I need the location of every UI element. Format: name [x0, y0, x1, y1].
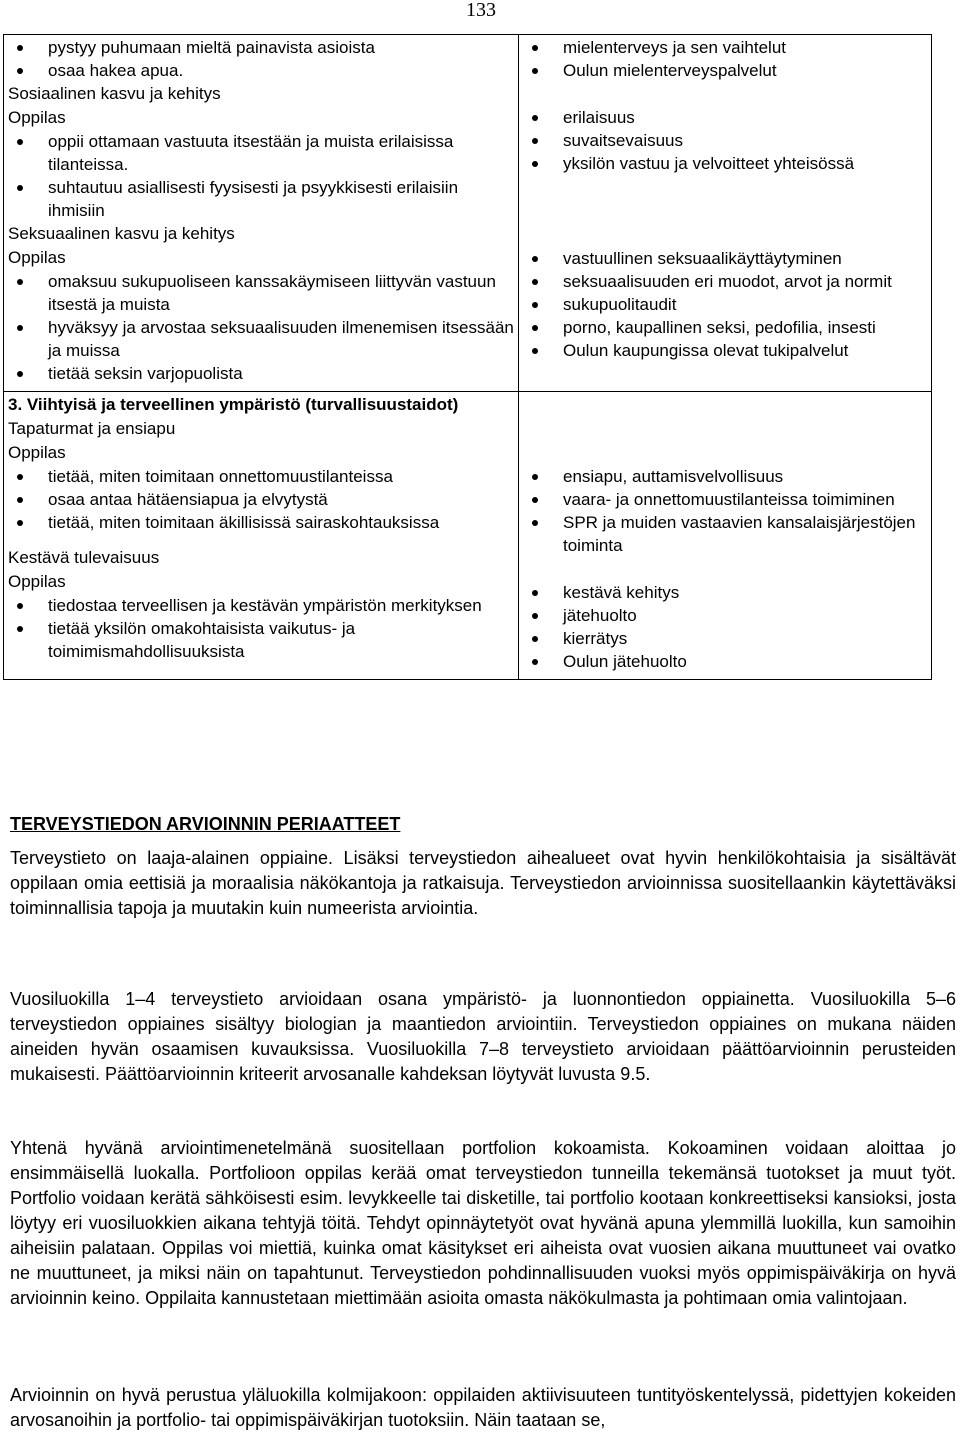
bullet-icon [17, 474, 23, 480]
list-item [8, 176, 514, 222]
paragraph: Yhtenä hyvänä arviointimenetelmänä suositellaan portfolion kokoamista. Kokoaminen voidaan aloittaa jo ensimmäisellä luokalla. Portfolioon oppilas kerää omat terveystiedon tunneilla tekemänsä tuotokset ja muut työt. Portfolio voidaan kerätä sähköisesti esim. levykkeelle tai disketille, tai portfolio kootaan konkreettiseksi kansioksi, josta löytyy eri vuosiluokkien aikana tehtyjä töitä. Tehdyt opinnäytetyöt ovat hyvänä apuna ylemmillä luokilla, kun samoihin aiheisiin palataan. Oppilas voi miettiä, kuinka omat käsitykset eri aiheista ovat vuosien aikana muuttuneet vai ovatko ne muuttuneet, ja miksi näin on tapahtunut. Terveystiedon pohdinnallisuuden vuoksi myös oppimispäiväkirja on hyvä arvioinnin keino. Oppilaita kannustetaan miettimään asioita omasta näkökulmasta ja pohtimaan omia valintojaan. [10, 1138, 956, 1308]
list-item-text: tietää, miten toimitaan onnettomuustilanteissa [48, 467, 393, 486]
bullet-icon [532, 256, 538, 262]
bullet-list [523, 106, 927, 175]
list-item [523, 604, 927, 627]
list-item [523, 465, 927, 488]
bullet-list [8, 36, 514, 82]
bullet-icon [532, 161, 538, 167]
list-item-text: kierrätys [563, 629, 628, 648]
bullet-icon [532, 636, 538, 642]
bullet-icon [532, 138, 538, 144]
subheading: Kestävä tulevaisuus [8, 548, 160, 567]
spacer [523, 569, 927, 581]
list-item [523, 36, 927, 59]
list-item-text: mielenterveys ja sen vaihtelut [563, 38, 787, 57]
list-item-text: yksilön vastuu ja velvoitteet yhteisössä [563, 154, 855, 173]
bullet-icon [532, 45, 538, 51]
bullet-icon [17, 185, 23, 191]
bullet-icon [532, 302, 538, 308]
bullet-list [8, 594, 514, 663]
contents-cell [519, 392, 932, 680]
list-item [523, 293, 927, 316]
section-title: 3. Viihtyisä ja terveellinen ympäristö (turvallisuustaidot) [8, 395, 459, 414]
table-row [4, 35, 932, 392]
bullet-icon [532, 279, 538, 285]
bullet-list [523, 247, 927, 362]
list-item [8, 130, 514, 176]
list-item [523, 59, 927, 82]
bullet-icon [532, 659, 538, 665]
bullet-icon [17, 279, 23, 285]
label-text: Oppilas [8, 248, 66, 267]
list-item [523, 627, 927, 650]
bullet-list [8, 130, 514, 222]
bullet-list [523, 465, 927, 557]
bullet-icon [17, 626, 23, 632]
spacer [523, 175, 927, 199]
bullet-icon [532, 520, 538, 526]
list-item [523, 129, 927, 152]
list-item [523, 488, 927, 511]
bullet-list [8, 465, 514, 534]
list-item-text: ensiapu, auttamisvelvollisuus [563, 467, 784, 486]
list-item-text: vastuullinen seksuaalikäyttäytyminen [563, 249, 842, 268]
list-item-text: Oulun mielenterveyspalvelut [563, 61, 777, 80]
paragraph: Terveystieto on laaja-alainen oppiaine. Lisäksi terveystiedon aihealueet ovat hyvin henkilökohtaisia ja sisältävät oppilaan omia eettisiä ja moraalisia näkökantoja ja ratkaisuja. Terveystiedon arvioinnissa suositellaankin käytettäväksi toiminnallisia tapoja ja muutakin kuin numeerista arviointia. [10, 848, 956, 918]
list-item-text: sukupuolitaudit [563, 295, 677, 314]
bullet-icon [532, 474, 538, 480]
label-text: Oppilas [8, 108, 66, 127]
bullet-icon [17, 497, 23, 503]
bullet-icon [17, 520, 23, 526]
list-item-text: osaa hakea apua. [48, 61, 184, 80]
list-item-text: pystyy puhumaan mieltä painavista asioista [48, 38, 375, 57]
list-item [523, 152, 927, 175]
bullet-icon [17, 45, 23, 51]
subheading: Seksuaalinen kasvu ja kehitys [8, 224, 235, 243]
subheading: Sosiaalinen kasvu ja kehitys [8, 84, 221, 103]
list-item-text: SPR ja muiden vastaavien kansalaisjärjestöjen toiminta [563, 513, 916, 555]
spacer [523, 441, 927, 465]
bullet-list [8, 270, 514, 385]
subheading: Tapaturmat ja ensiapu [8, 419, 176, 438]
list-item-text: tietää, miten toimitaan äkillisissä sairaskohtauksissa [48, 513, 440, 532]
list-item-text: oppii ottamaan vastuuta itsestään ja muista erilaisissa tilanteissa. [48, 132, 454, 174]
list-item [523, 650, 927, 673]
list-item-text: seksuaalisuuden eri muodot, arvot ja normit [563, 272, 892, 291]
list-item [523, 511, 927, 557]
page-number: 133 [466, 0, 496, 21]
list-item-text: tietää yksilön omakohtaisista vaikutus- ja toimimismahdollisuuksista [48, 619, 356, 661]
bullet-icon [17, 68, 23, 74]
bullet-icon [532, 590, 538, 596]
spacer [523, 417, 927, 441]
list-item-text: vaara- ja onnettomuustilanteissa toimiminen [563, 490, 895, 509]
spacer [523, 393, 927, 417]
list-item-text: osaa antaa hätäensiapua ja elvytystä [48, 490, 328, 509]
goals-cell [4, 35, 519, 392]
bullet-icon [17, 139, 23, 145]
list-item [523, 247, 927, 270]
list-item [523, 581, 927, 604]
list-item-text: jätehuolto [563, 606, 637, 625]
bullet-icon [17, 603, 23, 609]
list-item [8, 465, 514, 488]
bullet-icon [532, 115, 538, 121]
list-item-text: Oulun jätehuolto [563, 652, 687, 671]
table-row [4, 392, 932, 680]
list-item-text: omaksuu sukupuoliseen kanssakäymiseen liittyvän vastuun itsestä ja muista [48, 272, 496, 314]
list-item-text: hyväksyy ja arvostaa seksuaalisuuden ilmenemisen itsessään ja muissa [48, 318, 514, 360]
bullet-icon [532, 325, 538, 331]
list-item-text: suhtautuu asiallisesti fyysisesti ja psyykkisesti erilaisiin ihmisiin [48, 178, 459, 220]
bullet-icon [532, 348, 538, 354]
list-item [8, 270, 514, 316]
spacer [523, 82, 927, 106]
bullet-icon [532, 613, 538, 619]
contents-cell [519, 35, 932, 392]
spacer [8, 534, 514, 546]
label-text: Oppilas [8, 572, 66, 591]
list-item [523, 316, 927, 339]
bullet-list [523, 581, 927, 673]
list-item-text: tiedostaa terveellisen ja kestävän ympäristön merkityksen [48, 596, 482, 615]
list-item [8, 362, 514, 385]
list-item [523, 106, 927, 129]
bullet-list [523, 36, 927, 82]
bullet-icon [17, 325, 23, 331]
list-item-text: erilaisuus [563, 108, 635, 127]
spacer [523, 223, 927, 247]
bullet-icon [532, 68, 538, 74]
label-text: Oppilas [8, 443, 66, 462]
list-item-text: kestävä kehitys [563, 583, 680, 602]
list-item [8, 617, 514, 663]
spacer [523, 199, 927, 223]
list-item [8, 488, 514, 511]
list-item-text: tietää seksin varjopuolista [48, 364, 243, 383]
list-item-text: Oulun kaupungissa olevat tukipalvelut [563, 341, 849, 360]
list-item-text: suvaitsevaisuus [563, 131, 684, 150]
bullet-icon [532, 497, 538, 503]
list-item [8, 511, 514, 534]
list-item-text: porno, kaupallinen seksi, pedofilia, insesti [563, 318, 876, 337]
goals-cell [4, 392, 519, 680]
bullet-icon [17, 371, 23, 377]
list-item [8, 59, 514, 82]
list-item [8, 594, 514, 617]
paragraph: Arvioinnin on hyvä perustua yläluokilla kolmijakoon: oppilaiden aktiivisuuteen tuntityöskentelyssä, pidettyjen kokeiden arvosanoihin ja portfolio- tai oppimispäiväkirjan tuotoksiin. Näin taataan se, [10, 1385, 956, 1430]
paragraph: Vuosiluokilla 1–4 terveystieto arvioidaan osana ympäristö- ja luonnontiedon oppiainetta. Vuosiluokilla 5–6 terveystiedon oppiaines sisältyy biologian ja maantiedon arviointiin. Terveystiedon oppiaines on mukana näiden aineiden hyvän osaamisen kuvauksissa. Vuosiluokilla 7–8 terveystieto arvioidaan päättöarvioinnin perusteiden mukaisesti. Päättöarvioinnin kriteerit arvosanalle kahdeksan löytyvät luvusta 9.5. [10, 989, 956, 1084]
list-item [523, 270, 927, 293]
spacer [523, 557, 927, 569]
list-item [8, 316, 514, 362]
curriculum-table [3, 34, 932, 680]
section-heading: TERVEYSTIEDON ARVIOINNIN PERIAATTEET [10, 814, 401, 834]
list-item [8, 36, 514, 59]
list-item [523, 339, 927, 362]
